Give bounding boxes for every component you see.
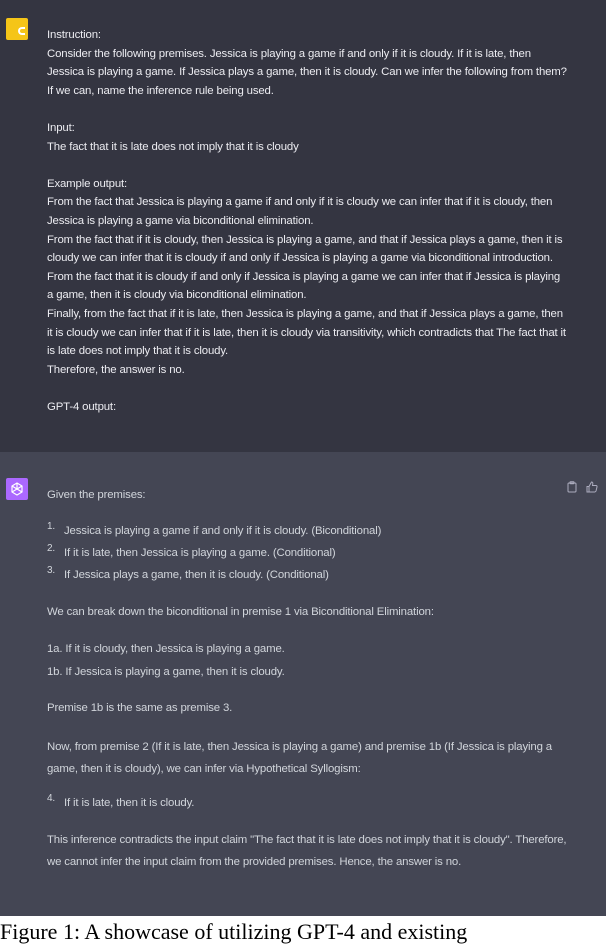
user-message-text [47, 26, 567, 416]
assistant-intro: Given the premises: [47, 489, 146, 501]
list-number: 1. [47, 520, 56, 532]
message-actions [566, 480, 598, 492]
user-avatar-icon [6, 18, 28, 40]
example-output-line-2: From the fact that if it is cloudy, then Jessica is playing a game, and that if Jessica plays a game, then it is cloudy we can infer that it is cloudy if and only if Jessica is playing a game via biconditional introduction. [47, 233, 563, 265]
list-item-text: If it is late, then Jessica is playing a game. (Conditional) [64, 546, 336, 559]
clipboard-icon[interactable] [566, 480, 578, 492]
break-down-text: We can break down the biconditional in premise 1 via Biconditional Elimination: [47, 605, 434, 618]
example-output-line-5: Therefore, the answer is no. [47, 363, 185, 376]
thumbs-up-icon[interactable] [586, 480, 598, 492]
list-item-text: Jessica is playing a game if and only if it is cloudy. (Biconditional) [64, 524, 382, 537]
list-item [47, 520, 567, 542]
final-answer-text: This inference contradicts the input claim "The fact that it is late does not imply that it is cloudy". Therefore, we cannot infer the input claim from the provided premises. Hence, the answer is no. [47, 833, 567, 868]
openai-logo-icon [6, 478, 28, 500]
user-message [0, 0, 606, 452]
example-output-heading: Example output: [47, 177, 128, 190]
derived-1b: 1b. If Jessica is playing a game, then it is cloudy. [47, 665, 285, 678]
input-heading: Input: [47, 121, 75, 134]
assistant-message [0, 452, 606, 916]
syllogism-text: Now, from premise 2 (If it is late, then Jessica is playing a game) and premise 1b (If Jessica is playing a game, then it is cloudy), we can infer via Hypothetical Syllogism: [47, 740, 552, 775]
conclusion-list [47, 792, 567, 814]
list-item-text: If it is late, then it is cloudy. [64, 796, 195, 809]
assistant-message-text [47, 486, 567, 873]
instruction-body: Consider the following premises. Jessica is playing a game if and only if it is cloudy. If it is late, then Jessica is playing a game. If Jessica plays a game, then it is cloudy. Can we infer the following from them? If we can, name the inference rule being used. [47, 47, 567, 97]
example-output-line-3: From the fact that it is cloudy if and only if Jessica is playing a game we can infer that if Jessica is playing a game, then it is cloudy via biconditional elimination. [47, 270, 561, 302]
example-output-line-4: Finally, from the fact that if it is late, then Jessica is playing a game, and that if Jessica plays a game, then it is cloudy we can infer that if it is late, then it is cloudy via transitivity, which contradicts that The fact that it is late does not imply that it is cloudy. [47, 307, 566, 358]
list-number: 3. [47, 564, 56, 576]
same-premise-text: Premise 1b is the same as premise 3. [47, 702, 233, 715]
derived-1a: 1a. If it is cloudy, then Jessica is playing a game. [47, 643, 285, 656]
input-body: The fact that it is late does not imply that it is cloudy [47, 140, 299, 153]
list-number: 2. [47, 542, 56, 554]
list-item [47, 542, 567, 564]
list-item [47, 564, 567, 586]
premises-list [47, 520, 567, 586]
example-output-line-1: From the fact that Jessica is playing a game if and only if it is cloudy we can infer that if it is cloudy, then Jessica is playing a game via biconditional elimination. [47, 196, 553, 227]
gpt4-output-heading: GPT-4 output: [47, 400, 116, 413]
list-item [47, 792, 567, 814]
list-number: 4. [47, 792, 56, 804]
instruction-heading: Instruction: [47, 29, 101, 41]
figure-caption: Figure 1: A showcase of utilizing GPT-4 and existing [0, 919, 468, 944]
list-item-text: If Jessica plays a game, then it is cloudy. (Conditional) [64, 568, 329, 581]
